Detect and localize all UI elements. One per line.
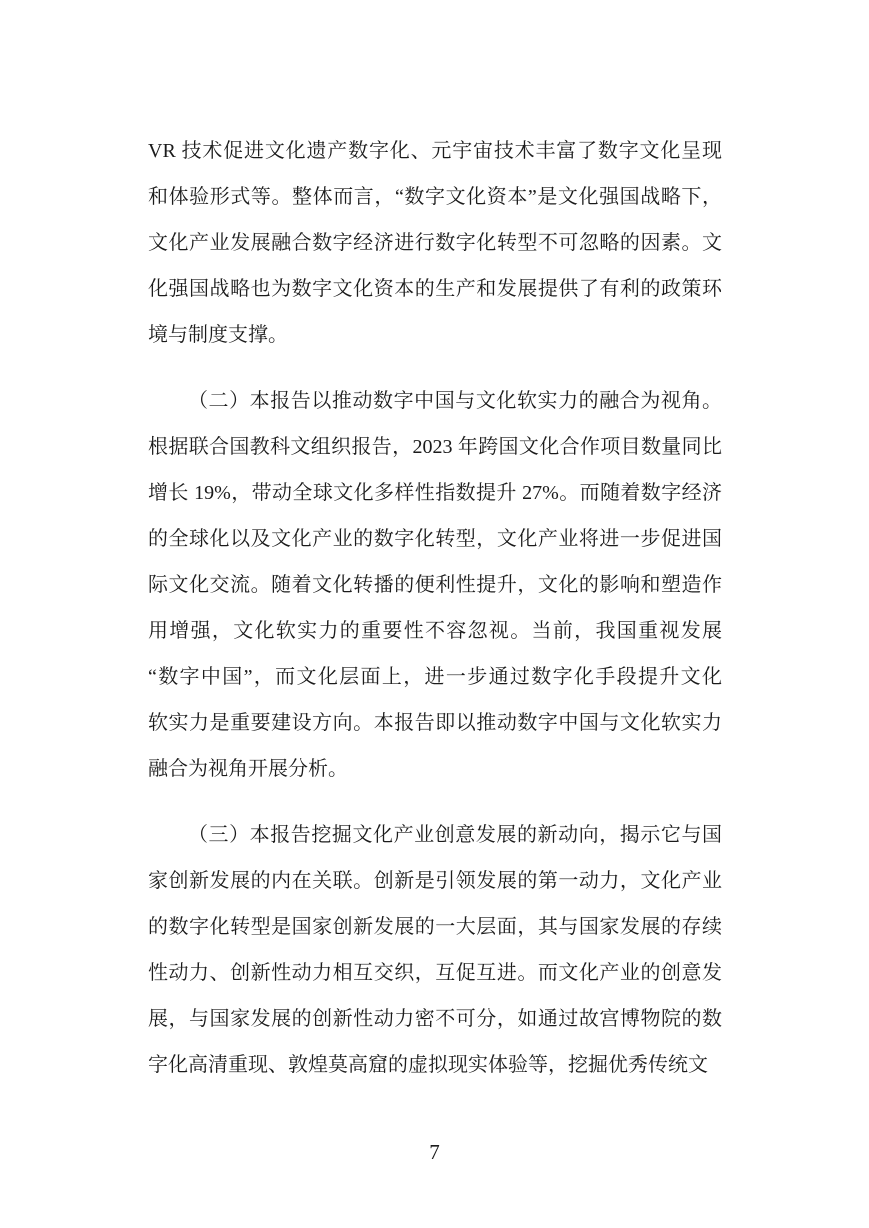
text-line: 际文化交流。随着文化转播的便利性提升，文化的影响和塑造作 [148,574,722,596]
text-line: 的数字化转型是国家创新发展的一大层面，其与国家发展的存续 [148,916,722,938]
text-line: 软实力是重要建设方向。本报告即以推动数字中国与文化软实力 [148,712,722,734]
text-line: 展，与国家发展的创新性动力密不可分，如通过故宫博物院的数 [148,1008,722,1030]
text-line: 字化高清重现、敦煌莫高窟的虚拟现实体验等，挖掘优秀传统文 [148,1054,708,1076]
text-line: 性动力、创新性动力相互交织，互促互进。而文化产业的创意发 [148,962,722,984]
text-line: 融合为视角开展分析。 [148,758,348,780]
text-line: “数字中国”，而文化层面上，进一步通过数字化手段提升文化 [148,666,722,688]
paragraph-2 [148,378,722,792]
text-line: 化强国战略也为数字文化资本的生产和发展提供了有利的政策环 [148,278,722,300]
text-line: VR 技术促进文化遗产数字化、元宇宙技术丰富了数字文化呈现 [148,140,722,162]
text-line: 的全球化以及文化产业的数字化转型，文化产业将进一步促进国 [148,528,722,550]
text-line: 文化产业发展融合数字经济进行数字化转型不可忽略的因素。文 [148,232,722,254]
text-line: （二）本报告以推动数字中国与文化软实力的融合为视角。 [188,390,722,412]
text-line: 家创新发展的内在关联。创新是引领发展的第一动力，文化产业 [148,870,722,892]
paragraph-3 [148,812,722,1088]
text-line: 境与制度支撑。 [148,324,288,346]
text-line: 增长 19%，带动全球文化多样性指数提升 27%。而随着数字经济 [148,482,722,504]
text-line: （三）本报告挖掘文化产业创意发展的新动向，揭示它与国 [188,824,722,846]
text-line: 根据联合国教科文组织报告，2023 年跨国文化合作项目数量同比 [148,436,722,458]
text-line: 和体验形式等。整体而言，“数字文化资本”是文化强国战略下， [148,186,722,208]
text-line: 用增强，文化软实力的重要性不容忽视。当前，我国重视发展 [148,620,722,642]
body-text [148,128,722,1088]
page-footer [0,1140,869,1164]
page-number: 7 [429,1140,440,1164]
paragraph-1 [148,128,722,358]
